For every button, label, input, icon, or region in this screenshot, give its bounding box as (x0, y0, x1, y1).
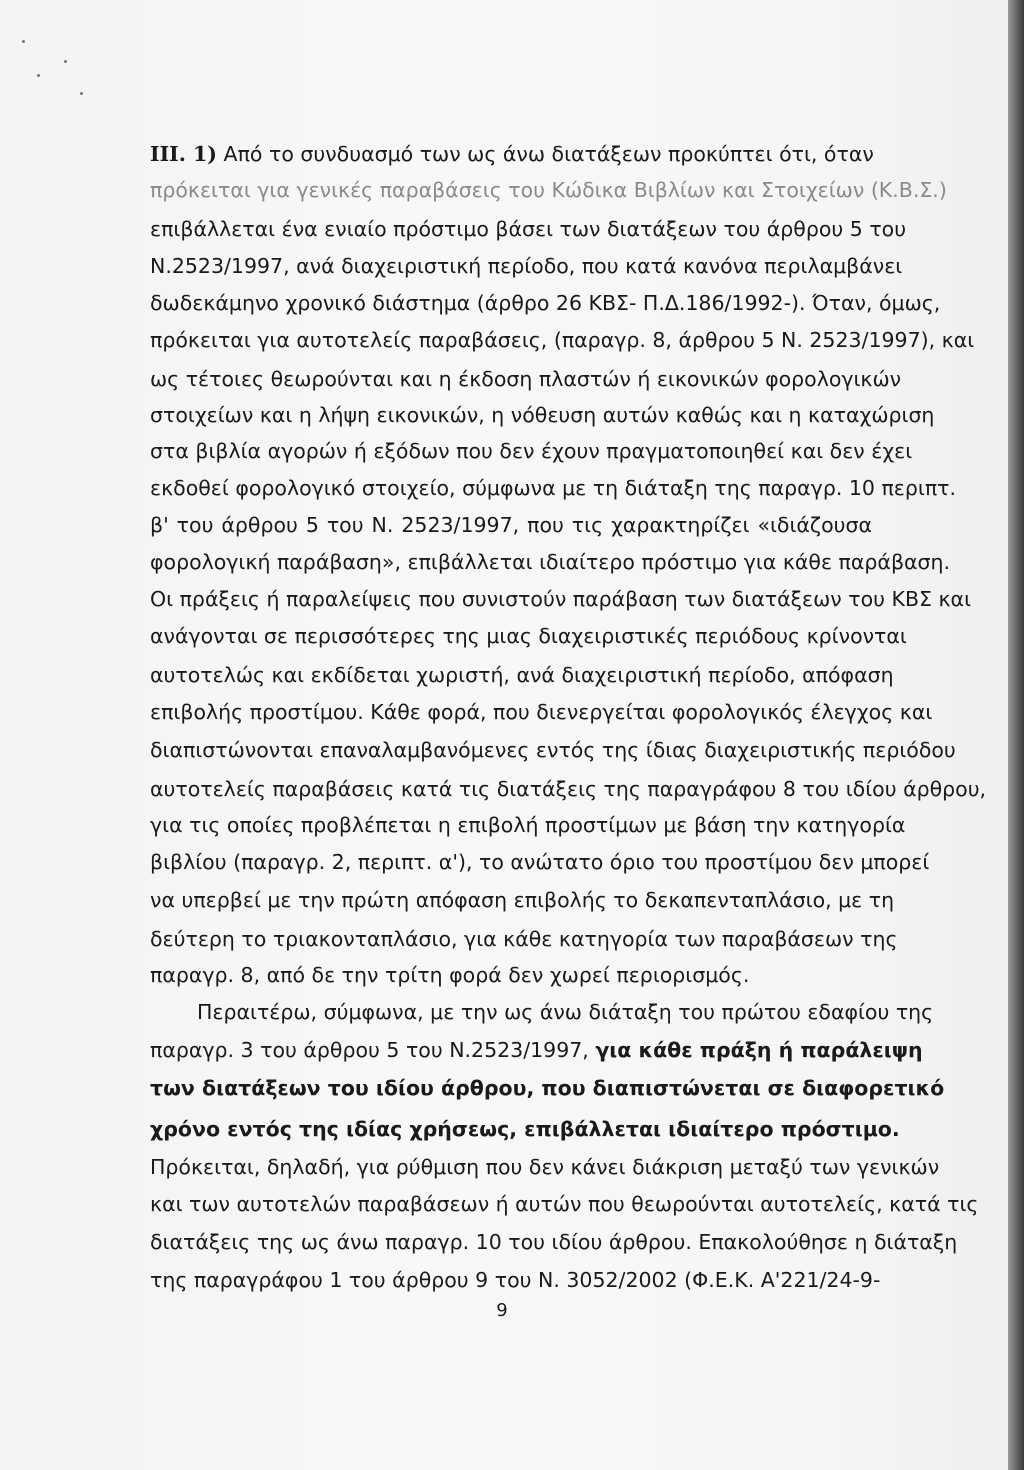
scan-speck (22, 40, 25, 43)
text-line: διαπιστώνονται επαναλαμβανόμενες εντός της ίδιας διαχειριστικής περιόδου (150, 738, 956, 762)
text-line: επιβάλλεται ένα ενιαίο πρόστιμο βάσει των διατάξεων του άρθρου 5 του (150, 217, 907, 241)
text-line: παραγρ. 8, από δε την τρίτη φορά δεν χωρεί περιορισμός. (150, 963, 750, 987)
text-line: δεύτερη το τριακονταπλάσιο, για κάθε κατηγορία των παραβάσεων της (150, 927, 898, 951)
text-line: Οι πράξεις ή παραλείψεις που συνιστούν παράβαση των διατάξεων του ΚΒΣ και (150, 587, 972, 611)
text-line: αυτοτελώς και εκδίδεται χωριστή, ανά διαχειριστική περίοδο, απόφαση (150, 663, 894, 687)
text-line: III. 1) Από το συνδυασμό των ως άνω διατάξεων προκύπτει ότι, όταν (150, 142, 874, 166)
text-line: δωδεκάμηνο χρονικό διάστημα (άρθρο 26 ΚΒΣ- Π.Δ.186/1992-). Όταν, όμως, (150, 291, 941, 315)
scan-speck (37, 74, 40, 77)
scan-speck (80, 92, 83, 95)
text-line: των διατάξεων του ιδίου άρθρου, που διαπιστώνεται σε διαφορετικό (150, 1076, 945, 1100)
text-line: βιβλίου (παραγρ. 2, περιπτ. α'), το ανώτατο όριο του προστίμου δεν μπορεί (150, 850, 930, 874)
section-label: III. 1) (150, 142, 218, 166)
text-line: στοιχείων και η λήψη εικονικών, η νόθευση αυτών καθώς και η καταχώριση (150, 403, 935, 427)
text-line: Πρόκειται, δηλαδή, για ρύθμιση που δεν κάνει διάκριση μεταξύ των γενικών (150, 1155, 940, 1179)
text-line: αυτοτελείς παραβάσεις κατά τις διατάξεις της παραγράφου 8 του ιδίου άρθρου, (150, 777, 987, 801)
text-line: της παραγράφου 1 του άρθρου 9 του Ν. 3052/2002 (Φ.Ε.Κ. Α'221/24-9- (150, 1268, 881, 1292)
text-line: Περαιτέρω, σύμφωνα, με την ως άνω διάταξη του πρώτου εδαφίου της (197, 1000, 934, 1024)
text-line: διατάξεις της ως άνω παραγρ. 10 του ιδίου άρθρου. Επακολούθησε η διάταξη (150, 1230, 958, 1254)
scan-speck (64, 60, 67, 63)
text-line: χρόνο εντός της ιδίας χρήσεως, επιβάλλεται ιδιαίτερο πρόστιμο. (150, 1117, 900, 1141)
text-line: Ν.2523/1997, ανά διαχειριστική περίοδο, που κατά κανόνα περιλαμβάνει (150, 254, 903, 278)
text-line: να υπερβεί με την πρώτη απόφαση επιβολής το δεκαπενταπλάσιο, με τη (150, 888, 895, 912)
text-line: εκδοθεί φορολογικό στοιχείο, σύμφωνα με τη διάταξη της παραγρ. 10 περιπτ. (150, 476, 957, 500)
text-line: παραγρ. 3 του άρθρου 5 του Ν.2523/1997, για κάθε πράξη ή παράλειψη (150, 1038, 923, 1062)
text-line: ανάγονται σε περισσότερες της μιας διαχειριστικές περιόδους κρίνονται (150, 624, 907, 648)
text-line: β' του άρθρου 5 του Ν. 2523/1997, που τις χαρακτηρίζει «ιδιάζουσα (150, 513, 872, 537)
text-line: επιβολής προστίμου. Κάθε φορά, που διενεργείται φορολογικός έλεγχος και (150, 700, 933, 724)
text-line: ως τέτοιες θεωρούνται και η έκδοση πλαστών ή εικονικών φορολογικών (150, 367, 902, 391)
text-line: πρόκειται για γενικές παραβάσεις του Κώδικα Βιβλίων και Στοιχείων (Κ.Β.Σ.) (150, 178, 947, 202)
page-number: 9 (496, 1300, 508, 1321)
text-line: για τις οποίες προβλέπεται η επιβολή προστίμων με βάση την κατηγορία (150, 813, 906, 837)
text-line: φορολογική παράβαση», επιβάλλεται ιδιαίτερο πρόστιμο για κάθε παράβαση. (150, 550, 951, 574)
text-line: πρόκειται για αυτοτελείς παραβάσεις, (παραγρ. 8, άρθρου 5 Ν. 2523/1997), και (150, 328, 975, 352)
text-line: και των αυτοτελών παραβάσεων ή αυτών που θεωρούνται αυτοτελείς, κατά τις (150, 1192, 979, 1216)
scan-edge-shadow (1008, 0, 1024, 1470)
text-line: στα βιβλία αγορών ή εξόδων που δεν έχουν πραγματοποιηθεί και δεν έχει (150, 439, 913, 463)
